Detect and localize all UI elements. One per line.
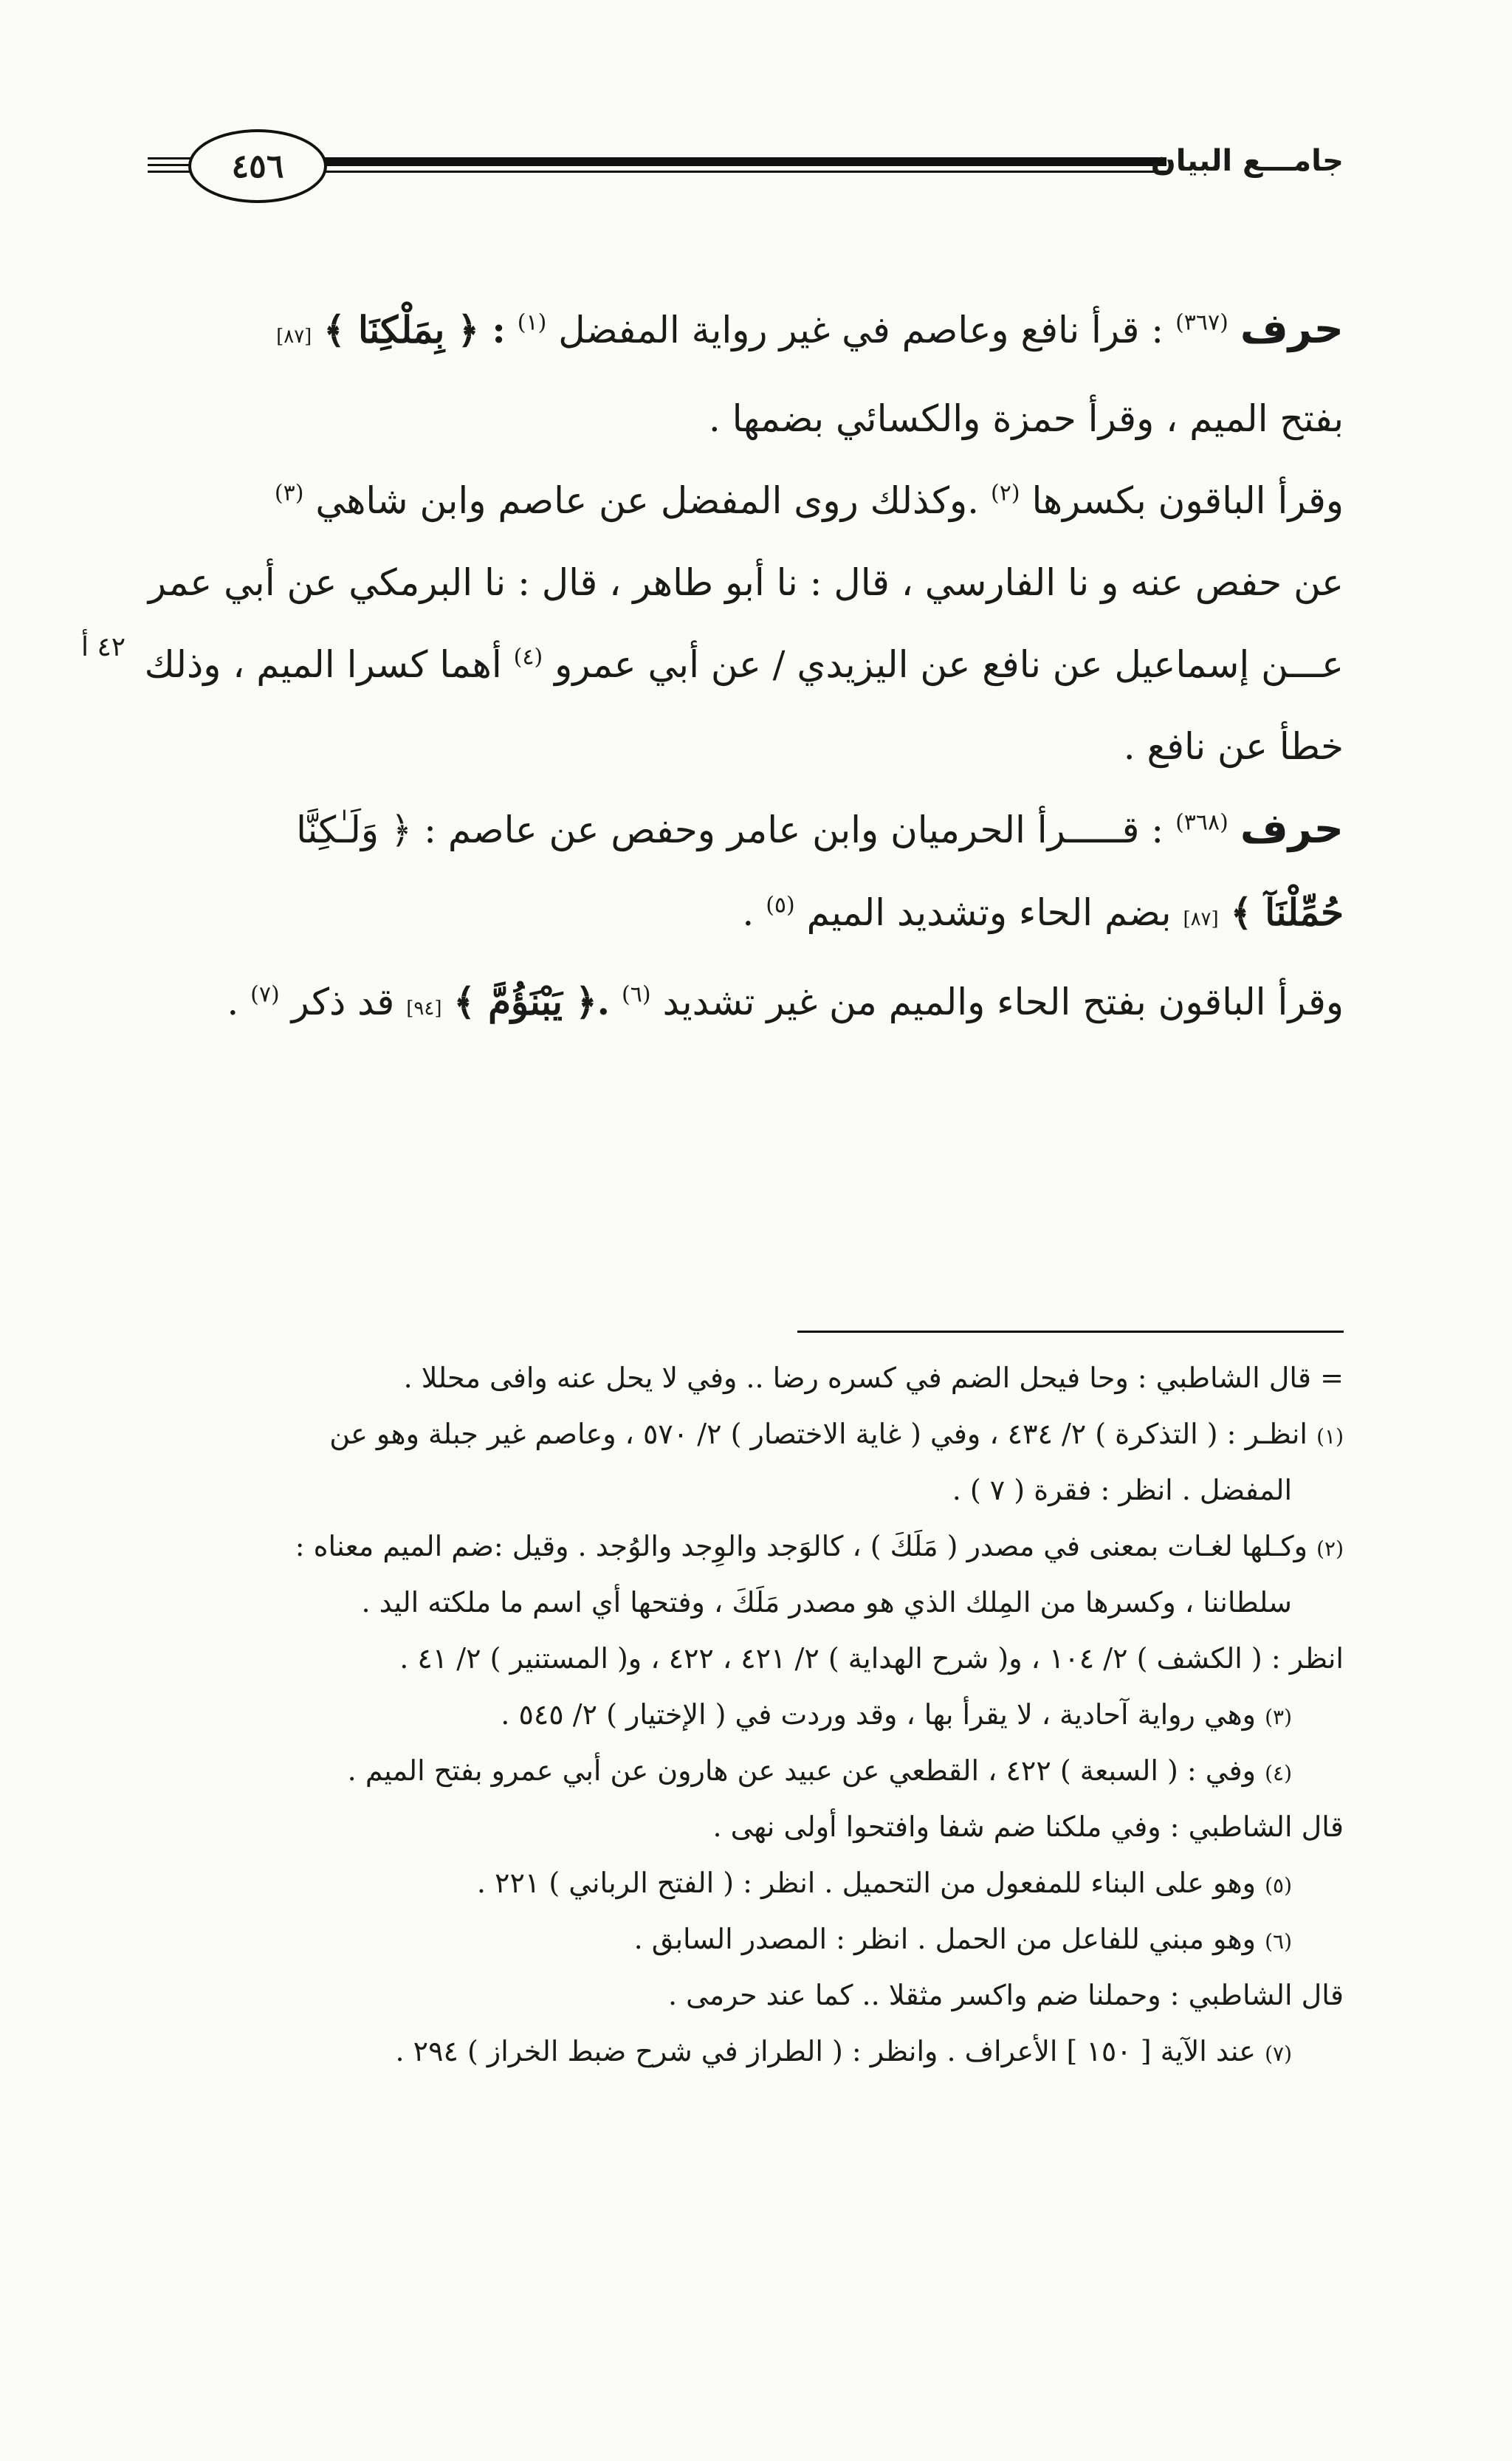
text-line: خطأ عن نافع .: [1123, 725, 1344, 768]
text-segment: وقرأ الباقون بفتح الحاء والميم من غير تشديد: [662, 981, 1344, 1023]
footnote-text: سلطاننا ، وكسرها من المِلك الذي هو مصدر مَلَكَ ، وفتحها أي اسم ما ملكته اليد .: [361, 1586, 1292, 1619]
footnote-line: [177, 1856, 1344, 1912]
text-line: [177, 961, 1344, 1050]
footnote-line: [177, 1520, 1344, 1576]
footnote-text: المفضل . انظر : فقرة ( ٧ ) .: [952, 1474, 1292, 1506]
footnote-text: = قال الشاطبي : وحا فيحل الضم في كسره رضا .. وفي لا يحل عنه وافى محللا .: [403, 1362, 1344, 1394]
header-rule: [317, 157, 1166, 174]
footnote-text: وهو مبني للفاعل من الحمل . انظر : المصدر السابق .: [633, 1923, 1256, 1955]
footnotes: [177, 1351, 1344, 2081]
footnote-text: انظر : ( الكشف ) ٢/ ١٠٤ ، و( شرح الهداية ) ٢/ ٤٢١ ، ٤٢٢ ، و( المستنير ) ٢/ ٤١ .: [399, 1642, 1344, 1675]
footnote-text: وهي رواية آحادية ، لا يقرأ بها ، وقد وردت في ( الإختيار ) ٢/ ٥٤٥ .: [501, 1698, 1256, 1731]
text-line: [177, 288, 1344, 378]
text-line: [144, 624, 1344, 706]
text-segment: .: [742, 891, 755, 934]
text-line: بفتح الميم ، وقرأ حمزة والكسائي بضمها .: [708, 397, 1344, 440]
manuscript-margin-note: ٤٢ أ: [81, 632, 126, 662]
footnote-line: [177, 1632, 1344, 1688]
text-line: عن حفص عنه و نا الفارسي ، قال : نا أبو طاهر ، قال : نا البرمكي عن أبي عمر: [148, 561, 1344, 604]
footnote-text: قال الشاطبي : وحملنا ضم واكسر مثقلا .. كما عند حرمى .: [667, 1979, 1344, 2011]
footnote-number: (٧): [1265, 2042, 1292, 2066]
text-segment: أهما كسرا الميم ، وذلك: [144, 643, 502, 686]
footnote-text: عند الآية [ ١٥٠ ] الأعراف . وانظر : ( الطراز في شرح ضبط الخراز ) ٢٩٤ .: [395, 2035, 1256, 2067]
footnote-number: (٣): [1265, 1705, 1292, 1729]
footnote-text: وفي : ( السبعة ) ٤٢٢ ، القطعي عن عبيد عن هارون عن أبي عمرو بفتح الميم .: [347, 1754, 1256, 1787]
book-title: جامـــع البيان: [1150, 144, 1344, 178]
footnote-text: وكـلها لغـات بمعنى في مصدر ( مَلَكَ ) ، كالوَجد والوِجد والوُجد . وقيل :ضم الميم معناه :: [295, 1530, 1307, 1562]
text-segment: عـــن إسماعيل عن نافع عن اليزيدي / عن أبي عمرو: [554, 643, 1344, 686]
entry-number: (٣٦٧): [1175, 309, 1228, 336]
footnote-line: [177, 1744, 1344, 1800]
text-line: [177, 460, 1344, 542]
footnote-line: [177, 1688, 1344, 1744]
footnote-ref: (١): [517, 309, 547, 336]
footnote-line: [177, 1351, 1344, 1407]
footnote-ref: (٦): [621, 981, 651, 1008]
verse-ref: [٩٤]: [406, 998, 442, 1020]
main-text: [144, 288, 1344, 1050]
quran-quote: : ﴿ بِمَلْكِنَا ﴾: [323, 308, 506, 351]
footnote-ref: (٤): [513, 644, 543, 670]
entry-label: حرف: [1240, 305, 1344, 353]
text-line: [177, 788, 1344, 871]
footnote-number: (١): [1316, 1424, 1344, 1449]
footnote-number: (٢): [1316, 1537, 1344, 1561]
entry-number: (٣٦٨): [1175, 809, 1228, 836]
text-segment: : قـــــرأ الحرميان وابن عامر وحفص عن عاصم : ﴿ وَلَـٰكِنَّا: [296, 809, 1164, 851]
text-line: [177, 871, 1344, 961]
footnote-separator: [797, 1331, 1344, 1333]
footnote-text: انظـر : ( التذكرة ) ٢/ ٤٣٤ ، وفي ( غاية الاختصار ) ٢/ ٥٧٠ ، وعاصم غير جبلة وهو عن: [329, 1418, 1307, 1450]
text-segment: قد ذكر: [291, 981, 395, 1023]
footnote-line: [177, 1407, 1344, 1463]
quran-quote: .﴿ يَبْنَؤُمَّ ﴾: [453, 980, 611, 1023]
verse-ref: [٨٧]: [1183, 908, 1219, 930]
footnote-number: (٥): [1265, 1873, 1292, 1898]
text-segment: .: [227, 981, 239, 1023]
footnote-line: [177, 1912, 1344, 1969]
page-number: ٤٥٦: [188, 129, 327, 203]
footnote-number: (٦): [1265, 1929, 1292, 1954]
footnote-text: قال الشاطبي : وفي ملكنا ضم شفا وافتحوا أولى نهى .: [712, 1810, 1344, 1843]
text-segment: .وكذلك روى المفضل عن عاصم وابن شاهي: [315, 479, 980, 522]
footnote-ref: (٧): [250, 981, 280, 1008]
quran-quote: حُمِّلْنَآ ﴾: [1230, 890, 1344, 934]
footnote-ref: (٢): [990, 480, 1020, 507]
text-segment: وقرأ الباقون بكسرها: [1031, 479, 1344, 522]
footnote-line: [177, 1800, 1344, 1856]
footnote-number: (٤): [1265, 1761, 1292, 1785]
footnote-line: [177, 2025, 1344, 2081]
footnote-line: [177, 1969, 1344, 2025]
text-segment: : قرأ نافع وعاصم في غير رواية المفضل: [558, 309, 1164, 351]
footnote-text: وهو على البناء للمفعول من التحميل . انظر : ( الفتح الرباني ) ٢٢١ .: [476, 1867, 1256, 1899]
text-segment: بضم الحاء وتشديد الميم: [806, 891, 1172, 934]
footnote-ref: (٥): [766, 892, 795, 919]
footnote-line: [177, 1463, 1344, 1520]
verse-ref: [٨٧]: [276, 326, 312, 348]
footnote-line: [177, 1576, 1344, 1632]
page-header: [148, 129, 1344, 210]
footnote-ref: (٣): [274, 480, 304, 507]
entry-label: حرف: [1240, 805, 1344, 853]
